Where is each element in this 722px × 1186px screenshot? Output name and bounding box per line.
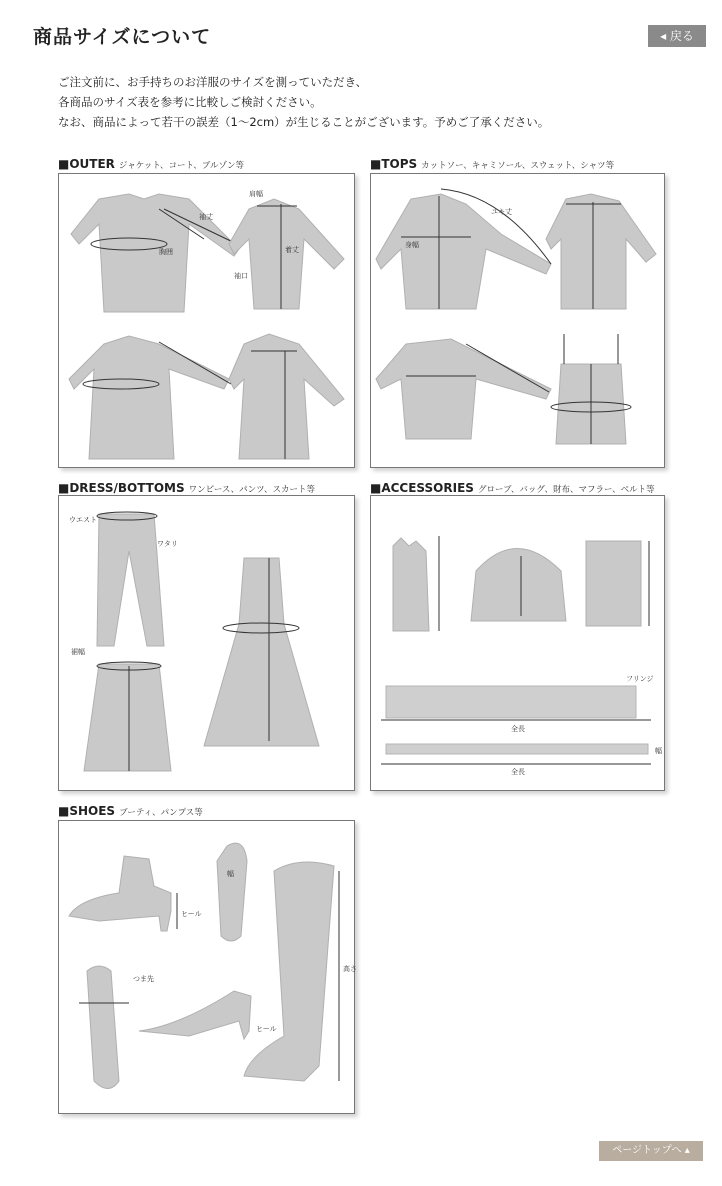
outer-diagram-panel xyxy=(58,173,355,468)
outer-diagram xyxy=(59,174,354,467)
page-top-button[interactable]: ページトップへ ▴ xyxy=(599,1141,703,1161)
outer-chest-label: 胸囲 xyxy=(159,248,173,256)
accessories-diagram xyxy=(371,496,664,790)
intro-line-3: なお、商品によって若干の誤差（1〜2cm）が生じることがございます。予めご了承ください。 xyxy=(58,115,550,129)
intro-text xyxy=(58,72,549,132)
back-button[interactable]: ◂ 戻る xyxy=(648,25,706,47)
dress-hem-label: 裾幅 xyxy=(71,648,85,656)
outer-length-label: 着丈 xyxy=(285,246,299,254)
accessories-belt-width-label: 幅 xyxy=(655,747,662,755)
dress-pants-waist-label: ウエスト xyxy=(69,516,97,524)
shoes-title: ■SHOES xyxy=(58,804,116,818)
tops-section-title xyxy=(370,157,614,171)
outer-subtitle: ジャケット、コート、ブルゾン等 xyxy=(118,161,244,171)
shoes-diagram xyxy=(59,821,357,1113)
shoes-boot-height-label: 高さ xyxy=(343,965,357,973)
shoes-subtitle: ブーティ、パンプス等 xyxy=(119,808,203,818)
outer-cuff-label: 袖口 xyxy=(234,272,248,280)
intro-line-2: 各商品のサイズ表を参考に比較しご検討ください。 xyxy=(58,95,322,109)
accessories-scarf-length-label: 全長 xyxy=(511,725,525,733)
shoes-toe-label: つま先 xyxy=(133,975,154,983)
shoes-pump-heel-label: ヒール xyxy=(256,1025,277,1033)
shoes-sole-width-label: 幅 xyxy=(227,870,234,878)
shoes-diagram-panel xyxy=(58,820,355,1114)
accessories-diagram-panel xyxy=(370,495,665,791)
tops-diagram xyxy=(371,174,664,467)
tops-body-width-label: 身幅 xyxy=(405,241,419,249)
page-title: 商品サイズについて xyxy=(33,26,212,48)
dress-diagram-panel xyxy=(58,495,355,791)
shoes-bootie-heel-label: ヒール xyxy=(181,910,202,918)
accessories-section-title xyxy=(370,481,655,495)
intro-line-1: ご注文前に、お手持ちのお洋服のサイズを測っていただき、 xyxy=(58,75,368,89)
tops-title: ■TOPS xyxy=(370,157,418,171)
tops-subtitle: カットソー、キャミソール、スウェット、シャツ等 xyxy=(421,161,615,171)
outer-title: ■OUTER xyxy=(58,157,115,171)
dress-subtitle: ワンピース、パンツ、スカート等 xyxy=(188,485,316,495)
tops-yuki-label: ユキ丈 xyxy=(491,208,512,216)
accessories-subtitle: グローブ、バッグ、財布、マフラー、ベルト等 xyxy=(477,485,655,495)
tops-diagram-panel xyxy=(370,173,665,468)
dress-diagram xyxy=(59,496,354,790)
dress-section-title xyxy=(58,481,315,495)
dress-title: ■DRESS/BOTTOMS xyxy=(58,481,185,495)
outer-shoulder-label: 肩幅 xyxy=(249,190,263,198)
accessories-title: ■ACCESSORIES xyxy=(370,481,474,495)
outer-section-title xyxy=(58,157,244,171)
shoes-section-title xyxy=(58,804,203,818)
outer-sleeve-label: 袖丈 xyxy=(199,213,213,221)
dress-rise-label: ワタリ xyxy=(157,540,178,548)
accessories-belt-length-label: 全長 xyxy=(511,768,525,776)
accessories-fringe-label: フリンジ xyxy=(626,675,654,683)
